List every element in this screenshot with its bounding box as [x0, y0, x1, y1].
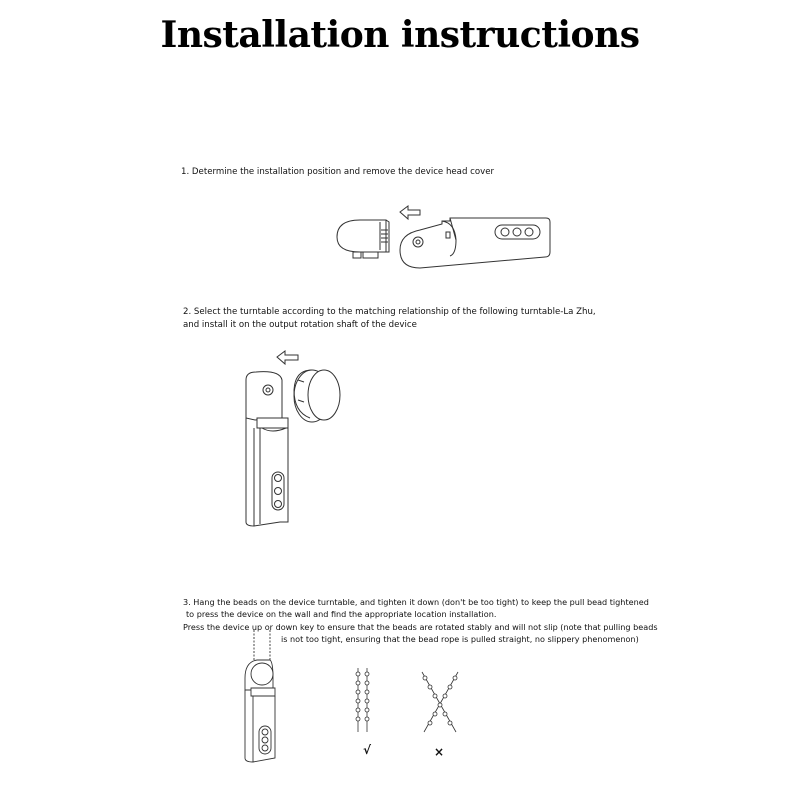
page-title: Installation instructions	[160, 14, 640, 56]
step-3-line: 3. Hang the beads on the device turntable, and tighten it down (don't be too tight) to keep the pull bead tightened	[183, 597, 649, 607]
step-3-line: is not too tight, ensuring that the bead rope is pulled straight, no slippery phenomenon)	[281, 633, 639, 644]
wrong-bead-illustration	[420, 670, 460, 735]
step-3-device-illustration	[225, 630, 305, 770]
step-2-line: 2. Select the turntable according to the matching relationship of the following turntable-La Zhu,	[183, 307, 596, 317]
bead-chain-icon	[254, 630, 270, 660]
step-2-illustration	[220, 340, 360, 540]
wrong-mark: ×	[434, 745, 445, 759]
step-3-line: Press the device up or down key to ensure that the beads are rotated stably and will not slip (note that pulling beads	[183, 621, 658, 632]
turntable-icon	[294, 370, 340, 422]
step-3-line: to press the device on the wall and find the appropriate location installation.	[186, 609, 497, 620]
correct-bead-illustration	[355, 668, 375, 733]
left-arrow-icon	[277, 351, 298, 364]
step-2-line: and install it on the output rotation shaft of the device	[183, 320, 417, 330]
left-arrow-icon	[400, 206, 420, 219]
step-1-text	[181, 166, 494, 179]
step-1-line: 1. Determine the installation position and remove the device head cover	[181, 167, 495, 177]
step-2-text	[183, 306, 596, 332]
device-body-icon	[400, 218, 550, 268]
correct-mark: √	[363, 743, 372, 757]
step-1-illustration	[320, 190, 570, 280]
device-with-beads-icon	[245, 660, 275, 762]
device-vertical-icon	[246, 372, 288, 526]
head-cover-icon	[337, 220, 389, 258]
